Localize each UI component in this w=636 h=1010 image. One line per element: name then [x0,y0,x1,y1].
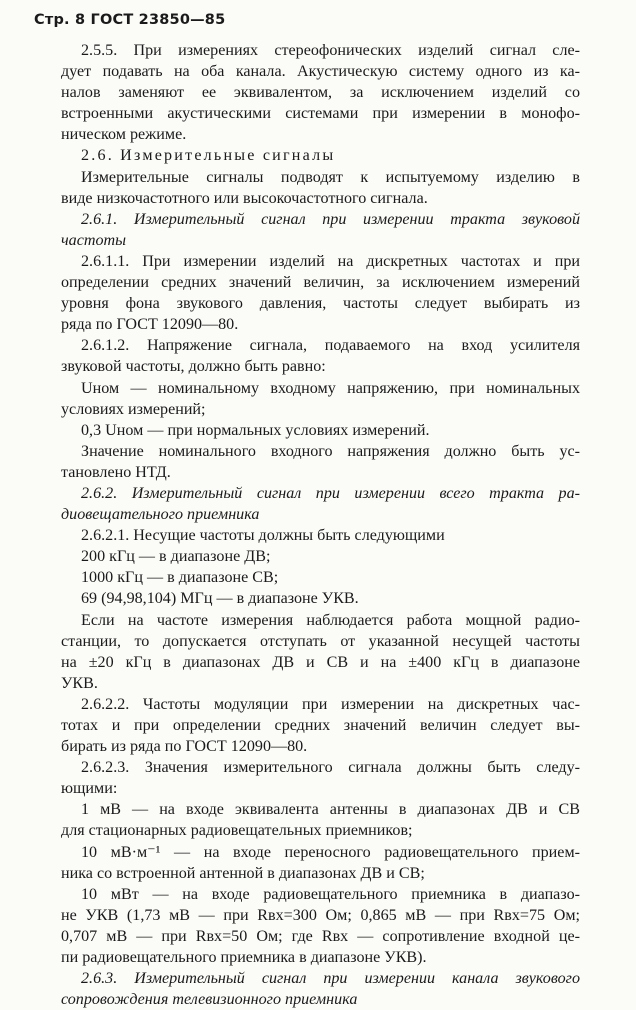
text-line: 2.6.1.1. При измерении изделий на дискретных частотах и при [81,252,580,270]
text-line: 1000 кГц — в диапазоне СВ; [81,569,279,587]
text-line: 2.6.1.2. Напряжение сигнала, подаваемого на вход усилителя [81,337,580,355]
text-line: 10 мВ·м⁻¹ — на входе переносного радиовещательного прием- [81,843,580,861]
text-line: Значение номинального входного напряжения должно быть ус- [81,442,580,460]
text-line: ника со встроенной антенной в диапазонах ДВ и СВ; [61,864,425,882]
text-line: 2.6. Измерительные сигналы [81,147,336,165]
text-line: станции, то допускается отступать от указанной несущей частоты [61,632,580,650]
text-line: 2.6.2.1. Несущие частоты должны быть следующими [81,527,445,545]
text-line: пи радиовещательного приемника в диапазоне УКВ). [61,949,427,967]
document-body [61,40,580,1010]
text-line: 2.6.1. Измерительный сигнал при измерении тракта звуковой [81,210,580,228]
text-line: Uном — номинальному входному напряжению, при номинальных [81,379,580,397]
text-line: тановлено НТД. [61,463,171,481]
text-line: для стационарных радиовещательных приемников; [61,822,413,840]
text-line: сопровождения телевизионного приемника [61,991,358,1009]
text-line: ряда по ГОСТ 12090—80. [61,316,239,334]
text-line: диовещательного приемника [61,506,260,524]
text-line: ющими: [61,780,118,798]
text-line: УКВ. [61,674,98,692]
text-line: 69 (94,98,104) МГц — в диапазоне УКВ. [81,590,359,608]
text-line: 10 мВт — на входе радиовещательного приемника в диапазо- [81,885,580,903]
text-line: 2.6.2. Измерительный сигнал при измерении всего тракта ра- [81,484,580,502]
text-line: частоты [61,231,127,249]
text-line: звуковой частоты, должно быть равно: [61,358,326,376]
text-line: условиях измерений; [61,400,206,418]
page-footer-marks [24,894,144,904]
text-line: 200 кГц — в диапазоне ДВ; [81,548,271,566]
text-line: не УКВ (1,73 мВ — при Rвх=300 Ом; 0,865 мВ — при Rвх=75 Ом; [61,906,580,924]
text-line: встроенными акустическими системами при измерении в монофо- [61,105,580,123]
text-line: ническом режиме. [61,126,187,144]
text-line: 2.6.2.2. Частоты модуляции при измерении на дискретных час- [81,695,580,713]
text-line: бирать из ряда по ГОСТ 12090—80. [61,738,308,756]
text-line: тотах и при определении средних значений величин следует вы- [61,717,580,734]
text-line: дует подавать на оба канала. Акустическую систему одного из ка- [61,63,580,81]
text-line: определении средних значений величин, за исключением измерений [61,274,580,292]
text-line: виде низкочастотного или высокочастотного сигнала. [61,189,428,207]
text-line: Измерительные сигналы подводят к испытуемому изделию в [81,168,580,186]
text-line: 0,3 Uном — при нормальных условиях измерений. [81,421,430,439]
text-line: 2.6.3. Измерительный сигнал при измерении канала звукового [81,970,580,988]
page-header: Стр. 8 ГОСТ 23850—85 [34,12,226,28]
text-line: 0,707 мВ — при Rвх=50 Ом; где Rвх — сопротивление входной це- [61,927,580,945]
text-line: 2.6.2.3. Значения измерительного сигнала должны быть следу- [81,759,580,777]
text-line: 2.5.5. При измерениях стереофонических изделий сигнал сле- [81,42,580,59]
text-line: 1 мВ — на входе эквивалента антенны в диапазонах ДВ и СВ [81,801,580,819]
text-line: налов заменяют ее эквивалентом, за исключением изделий со [61,84,580,102]
text-line: Если на частоте измерения наблюдается работа мощной радио- [81,611,580,629]
text-line: уровня фона звукового давления, частоты следует выбирать из [61,295,580,313]
text-line: на ±20 кГц в диапазонах ДВ и СВ и на ±400 кГц в диапазоне [61,653,580,671]
